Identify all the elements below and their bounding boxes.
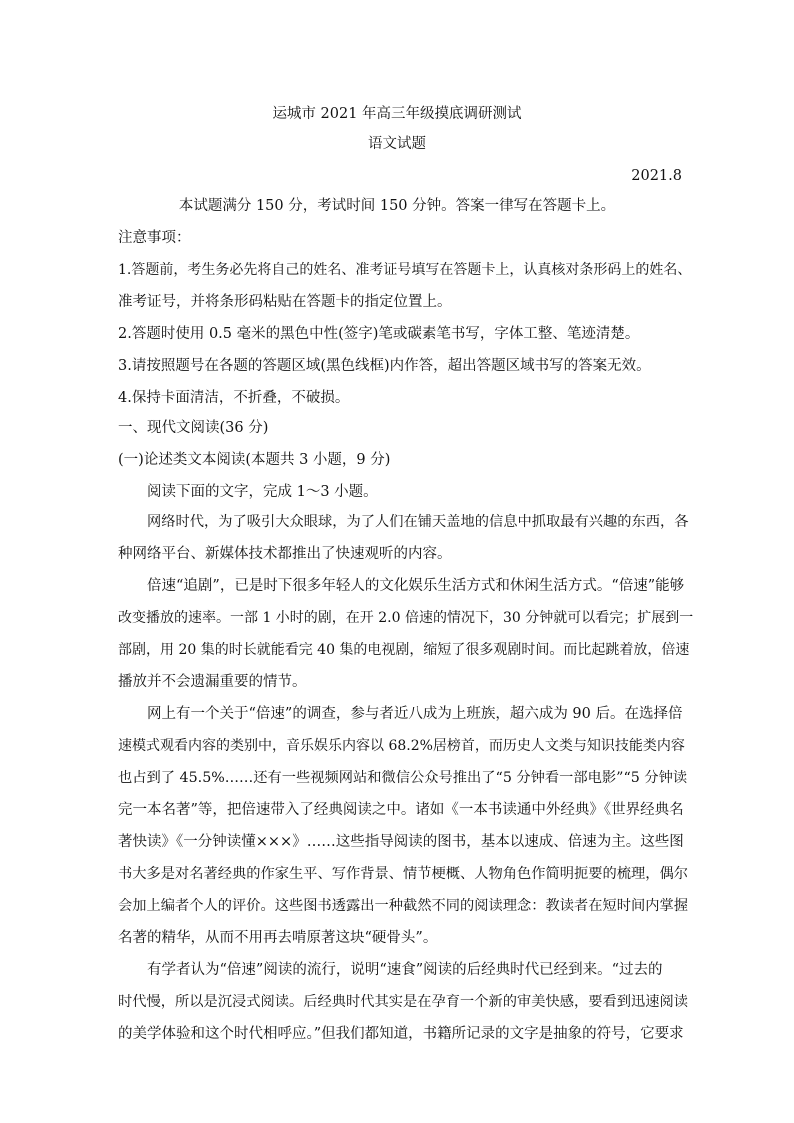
exam-date: 2021.8 <box>631 168 682 184</box>
passage-line: 种网络平台、新媒体技术都推出了快速观听的内容。 <box>118 546 452 562</box>
notice-item-3: 3.请按照题号在各题的答题区域(黑色线框)内作答，超出答题区域书写的答案无效。 <box>118 358 651 374</box>
exam-instructions: 本试题满分 150 分，考试时间 150 分钟。答案一律写在答题卡上。 <box>178 198 616 214</box>
passage-line: 速模式观看内容的类别中，音乐娱乐内容以 68.2%居榜首，而历史人文类与知识技能类内容 <box>118 738 685 754</box>
notice-heading: 注意事项： <box>118 230 191 246</box>
passage-line: 部剧，用 20 集的时长就能看完 40 集的电视剧，缩短了很多观剧时间。而比起跳着放，倍速 <box>118 642 690 658</box>
notice-item-2: 2.答题时使用 0.5 毫米的黑色中性(签字)笔或碳素笔书写，字体工整、笔迹清楚。 <box>118 326 640 342</box>
exam-title: 运城市 2021 年高三年级摸底调研测试 <box>272 106 522 122</box>
subject-title: 语文试题 <box>368 136 426 152</box>
passage-line: 完一本名著”等，把倍速带入了经典阅读之中。诸如《一本书读通中外经典》《世界经典名 <box>118 802 684 818</box>
passage-line: 播放并不会遗漏重要的情节。 <box>118 674 307 690</box>
passage-line: 书大多是对名著经典的作家生平、写作背景、情节梗概、人物角色作简明扼要的梳理，偶尔 <box>118 866 689 882</box>
reading-instruction: 阅读下面的文字，完成 1～3 小题。 <box>147 484 378 500</box>
passage-line: 名著的精华，从而不用再去啃原著这块“硬骨头”。 <box>118 930 438 946</box>
passage-line: 网上有一个关于“倍速”的调查，参与者近八成为上班族，超六成为 90 后。在选择倍 <box>147 706 683 722</box>
passage-line: 也占到了 45.5%……还有一些视频网站和微信公众号推出了“5 分钟看一部电影”“5 分钟读 <box>118 770 688 786</box>
passage-line: 改变播放的速率。一部 1 小时的剧，在开 2.0 倍速的情况下，30 分钟就可以看完；扩展到一 <box>118 610 694 626</box>
passage-line: 时代慢，所以是沉浸式阅读。后经典时代其实是在孕育一个新的审美快感，要看到迅速阅读 <box>118 994 689 1010</box>
passage-line: 网络时代，为了吸引大众眼球，为了人们在铺天盖地的信息中抓取最有兴趣的东西，各 <box>147 514 689 530</box>
section-subheading: (一)论述类文本阅读(本题共 3 小题，9 分) <box>118 452 391 468</box>
section-heading: 一、现代文阅读(36 分) <box>118 420 269 436</box>
notice-item-4: 4.保持卡面清洁，不折叠，不破损。 <box>118 390 350 406</box>
notice-item-1-line-2: 准考证号，并将条形码粘贴在答题卡的指定位置上。 <box>118 294 452 310</box>
passage-line: 有学者认为“倍速”阅读的流行，说明“速食”阅读的后经典时代已经到来。“过去的 <box>147 962 663 978</box>
passage-line: 倍速“追剧”，已是时下很多年轻人的文化娱乐生活方式和休闲生活方式。“倍速”能够 <box>147 578 685 594</box>
passage-line: 著快读》《一分钟读懂×××》……这些指导阅读的图书，基本以速成、倍速为主。这些图 <box>118 834 684 850</box>
passage-line: 的美学体验和这个时代相呼应。”但我们都知道，书籍所记录的文字是抽象的符号，它要求 <box>118 1026 684 1042</box>
passage-line: 会加上编者个人的评价。这些图书透露出一种截然不同的阅读理念：教读者在短时间内掌握 <box>118 898 689 914</box>
notice-item-1-line-1: 1.答题前，考生务必先将自己的姓名、准考证号填写在答题卡上，认真核对条形码上的姓名、 <box>118 262 692 278</box>
